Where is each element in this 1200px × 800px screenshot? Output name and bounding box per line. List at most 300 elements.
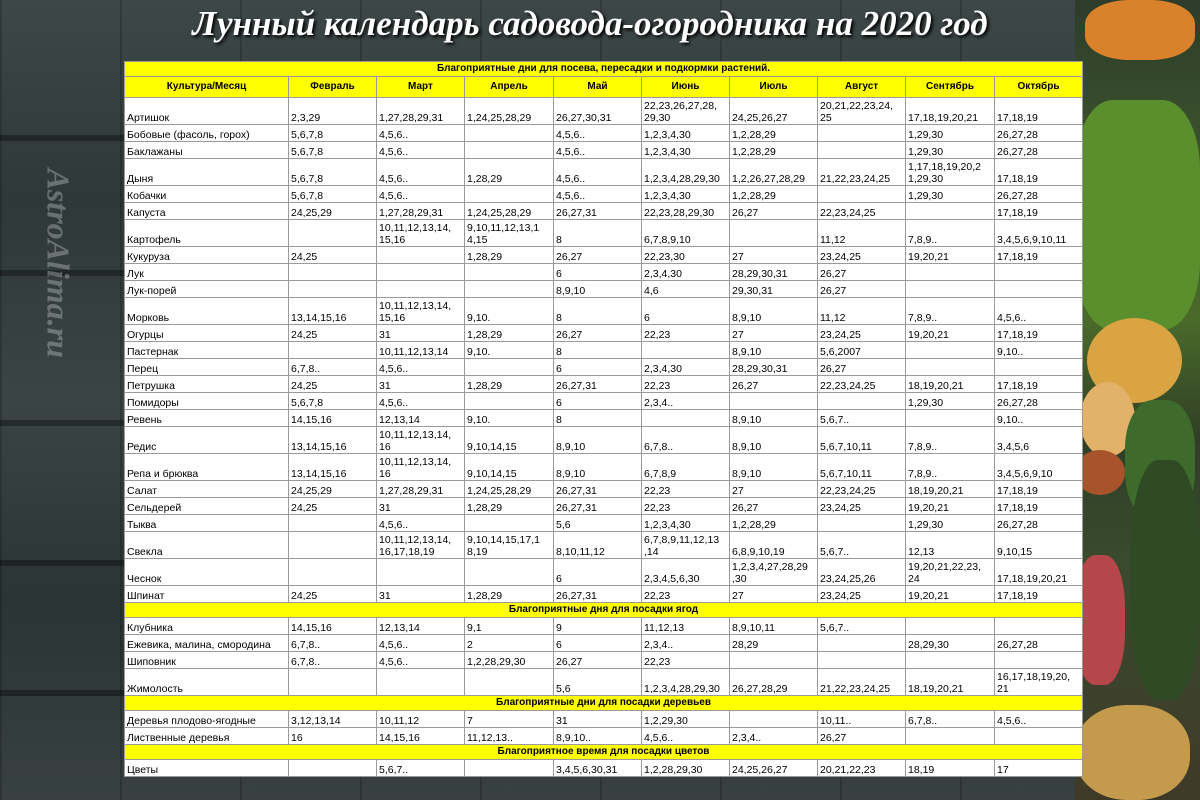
table-cell: 27 (730, 481, 818, 498)
table-cell (730, 652, 818, 669)
table-cell: 5,6,7,10,11 (818, 427, 906, 454)
column-header-month: Март (377, 77, 465, 98)
table-cell: 17,18,19 (995, 376, 1083, 393)
table-cell: 9,10. (465, 298, 554, 325)
table-cell (377, 559, 465, 586)
table-cell: 24,25,29 (289, 203, 377, 220)
crop-name-cell: Клубника (125, 618, 289, 635)
table-row (125, 711, 1083, 728)
table-cell: 8,10,11,12 (554, 532, 642, 559)
table-cell: 13,14,15,16 (289, 454, 377, 481)
table-cell: 6,7,8,9,10 (642, 220, 730, 247)
table-cell (995, 728, 1083, 745)
table-cell: 4,5,6.. (377, 359, 465, 376)
table-cell: 31 (377, 376, 465, 393)
table-cell: 2,3,4,30 (642, 264, 730, 281)
table-cell: 1,27,28,29,31 (377, 481, 465, 498)
table-cell: 2 (465, 635, 554, 652)
table-row (125, 618, 1083, 635)
table-cell: 10,11,12,13,14, 16 (377, 454, 465, 481)
table-cell: 12,13,14 (377, 410, 465, 427)
table-cell: 6 (554, 264, 642, 281)
table-cell (377, 247, 465, 264)
table-cell (995, 618, 1083, 635)
table-cell: 24,25 (289, 586, 377, 603)
table-cell: 6,7,8.. (906, 711, 995, 728)
table-cell: 10,11.. (818, 711, 906, 728)
table-cell: 9,10,15 (995, 532, 1083, 559)
table-cell: 26,27,31 (554, 203, 642, 220)
table-cell: 28,29,30 (906, 635, 995, 652)
table-cell: 3,4,5,6,9,10,11 (995, 220, 1083, 247)
table-cell: 8 (554, 220, 642, 247)
table-cell: 26,27 (554, 652, 642, 669)
table-cell: 5,6 (554, 669, 642, 696)
crop-name-cell: Петрушка (125, 376, 289, 393)
table-cell: 11,12,13 (642, 618, 730, 635)
crop-name-cell: Цветы (125, 760, 289, 777)
table-cell: 8,9,10.. (554, 728, 642, 745)
table-cell: 12,13 (906, 532, 995, 559)
table-cell (465, 559, 554, 586)
section-heading: Благоприятное время для посадки цветов (125, 745, 1083, 760)
table-cell: 2,3,4.. (730, 728, 818, 745)
table-cell: 1,2,28,29 (730, 186, 818, 203)
table-cell: 2,3,4,5,6,30 (642, 559, 730, 586)
table-cell: 5,6,7.. (818, 410, 906, 427)
table-cell (906, 410, 995, 427)
table-cell: 22,23 (642, 325, 730, 342)
table-cell: 4,5,6.. (554, 159, 642, 186)
table-row (125, 247, 1083, 264)
section-heading: Благоприятные дня для посадки ягод (125, 603, 1083, 618)
column-header-row (125, 77, 1083, 98)
table-row (125, 376, 1083, 393)
table-cell: 22,23,28,29,30 (642, 203, 730, 220)
table-cell: 8,9,10 (554, 427, 642, 454)
table-cell: 26,27 (730, 498, 818, 515)
table-cell: 2,3,4,30 (642, 359, 730, 376)
table-cell: 16 (289, 728, 377, 745)
table-cell: 11,12,13.. (465, 728, 554, 745)
table-cell: 2,3,4.. (642, 393, 730, 410)
table-row (125, 264, 1083, 281)
crop-name-cell: Ревень (125, 410, 289, 427)
table-cell: 10,11,12,13,14 (377, 342, 465, 359)
table-cell: 31 (377, 498, 465, 515)
table-cell: 10,11,12,13,14, 16,17,18,19 (377, 532, 465, 559)
table-cell: 11,12 (818, 220, 906, 247)
table-cell: 22,23,24,25 (818, 376, 906, 393)
table-cell: 7 (465, 711, 554, 728)
potato-decoration (1075, 705, 1190, 800)
column-header-month: Август (818, 77, 906, 98)
table-cell: 17,18,19,20,21 (995, 559, 1083, 586)
table-cell (906, 203, 995, 220)
table-cell: 22,23 (642, 498, 730, 515)
table-row (125, 220, 1083, 247)
table-cell: 5,6 (554, 515, 642, 532)
table-cell: 1,24,25,28,29 (465, 98, 554, 125)
table-cell: 6,7,8.. (289, 359, 377, 376)
page-title: Лунный календарь садовода-огородника на 2020 год (192, 4, 988, 43)
table-cell (995, 359, 1083, 376)
table-cell: 6,7,8,9,11,12,13 ,14 (642, 532, 730, 559)
crop-name-cell: Жимолость (125, 669, 289, 696)
table-cell: 26,27 (818, 728, 906, 745)
table-cell: 3,4,5,6,30,31 (554, 760, 642, 777)
section-heading: Благоприятные дни для посадки деревьев (125, 696, 1083, 711)
table-cell: 28,29,30,31 (730, 359, 818, 376)
table-cell (730, 393, 818, 410)
table-cell: 4,5,6.. (377, 159, 465, 186)
table-cell: 8,9,10 (730, 342, 818, 359)
table-cell: 2,3,4.. (642, 635, 730, 652)
table-cell: 8,9,10 (554, 454, 642, 481)
table-cell: 10,11,12,13,14, 15,16 (377, 220, 465, 247)
table-cell: 6 (642, 298, 730, 325)
table-cell: 1,29,30 (906, 142, 995, 159)
table-cell: 8,9,10 (730, 410, 818, 427)
table-cell (289, 264, 377, 281)
table-cell (289, 669, 377, 696)
table-cell: 8,9,10,11 (730, 618, 818, 635)
table-cell: 26,27 (554, 325, 642, 342)
table-cell: 26,27,28 (995, 515, 1083, 532)
table-cell: 27 (730, 586, 818, 603)
table-cell: 5,6,7.. (818, 618, 906, 635)
table-cell: 1,28,29 (465, 159, 554, 186)
table-cell (465, 281, 554, 298)
table-cell: 22,23,24,25 (818, 481, 906, 498)
table-cell: 5,6,7,8 (289, 125, 377, 142)
table-row (125, 142, 1083, 159)
table-cell: 26,27 (818, 264, 906, 281)
table-cell: 1,2,3,4,30 (642, 142, 730, 159)
table-cell: 24,25,26,27 (730, 760, 818, 777)
table-cell: 26,27,28 (995, 186, 1083, 203)
table-cell: 19,20,21,22,23, 24 (906, 559, 995, 586)
crop-name-cell: Пастернак (125, 342, 289, 359)
table-cell: 6 (554, 559, 642, 586)
table-cell: 4,5,6.. (554, 186, 642, 203)
table-row (125, 586, 1083, 603)
table-cell: 1,2,26,27,28,29 (730, 159, 818, 186)
table-cell: 4,5,6.. (995, 298, 1083, 325)
table-cell: 17,18,19 (995, 325, 1083, 342)
table-cell: 19,20,21 (906, 498, 995, 515)
table-cell: 6 (554, 635, 642, 652)
table-row (125, 427, 1083, 454)
wood-plank-line (0, 135, 125, 141)
table-cell: 4,5,6.. (377, 515, 465, 532)
crop-name-cell: Репа и брюква (125, 454, 289, 481)
section-heading-row (125, 745, 1083, 760)
table-cell: 1,27,28,29,31 (377, 98, 465, 125)
table-cell: 22,23 (642, 586, 730, 603)
table-cell: 5,6,7.. (818, 532, 906, 559)
table-row (125, 393, 1083, 410)
wood-plank-line (0, 690, 125, 696)
table-cell: 17,18,19,20,21 (906, 98, 995, 125)
table-cell: 8,9,10 (730, 454, 818, 481)
table-cell (906, 618, 995, 635)
table-cell: 24,25,29 (289, 481, 377, 498)
table-cell: 26,27 (554, 247, 642, 264)
table-cell: 6,7,8.. (289, 652, 377, 669)
table-cell: 7,8,9.. (906, 220, 995, 247)
table-cell: 7,8,9.. (906, 454, 995, 481)
table-cell: 26,27 (818, 359, 906, 376)
table-cell (377, 264, 465, 281)
table-cell: 29,30,31 (730, 281, 818, 298)
table-cell: 4,5,6.. (377, 186, 465, 203)
table-cell (818, 393, 906, 410)
table-cell: 9,10,14,15 (465, 427, 554, 454)
table-cell: 1,29,30 (906, 515, 995, 532)
table-cell: 14,15,16 (377, 728, 465, 745)
table-cell: 1,28,29 (465, 247, 554, 264)
section-heading-row (125, 696, 1083, 711)
table-cell: 26,27,28,29 (730, 669, 818, 696)
table-cell (465, 393, 554, 410)
table-row (125, 125, 1083, 142)
crop-name-cell: Перец (125, 359, 289, 376)
table-cell: 26,27 (730, 203, 818, 220)
table-row (125, 728, 1083, 745)
table-row (125, 298, 1083, 325)
crop-name-cell: Огурцы (125, 325, 289, 342)
table-row (125, 481, 1083, 498)
table-cell: 4,6 (642, 281, 730, 298)
table-cell: 4,5,6.. (377, 635, 465, 652)
table-cell: 4,5,6.. (377, 125, 465, 142)
table-cell: 17,18,19 (995, 98, 1083, 125)
table-cell: 28,29 (730, 635, 818, 652)
table-cell: 24,25 (289, 325, 377, 342)
table-cell: 1,29,30 (906, 186, 995, 203)
table-cell: 1,2,29,30 (642, 711, 730, 728)
table-cell: 26,27 (818, 281, 906, 298)
main-heading: Благоприятные дни для посева, пересадки и подкормки растений. (125, 62, 1083, 77)
table-cell: 5,6,7,8 (289, 142, 377, 159)
table-cell: 21,22,23,24,25 (818, 159, 906, 186)
table-cell: 1,29,30 (906, 125, 995, 142)
crop-name-cell: Шиповник (125, 652, 289, 669)
table-cell: 19,20,21 (906, 247, 995, 264)
zucchini-decoration (1130, 460, 1200, 700)
table-cell: 5,6,7,8 (289, 159, 377, 186)
table-cell: 5,6,7,10,11 (818, 454, 906, 481)
table-cell: 8,9,10 (730, 427, 818, 454)
table-cell: 26,27,31 (554, 586, 642, 603)
vegetables-background (1075, 0, 1200, 800)
table-cell: 6 (554, 393, 642, 410)
table-cell: 8,9,10 (730, 298, 818, 325)
crop-name-cell: Картофель (125, 220, 289, 247)
table-cell (289, 515, 377, 532)
table-cell: 5,6,7,8 (289, 393, 377, 410)
table-cell: 26,27 (730, 376, 818, 393)
table-cell (289, 281, 377, 298)
table-cell (995, 264, 1083, 281)
table-cell: 20,21,22,23 (818, 760, 906, 777)
table-cell (818, 635, 906, 652)
table-cell: 6 (554, 359, 642, 376)
table-cell: 9,10,11,12,13,1 4,15 (465, 220, 554, 247)
table-cell: 7,8,9.. (906, 427, 995, 454)
table-cell: 9,10,14,15 (465, 454, 554, 481)
table-cell: 18,19 (906, 760, 995, 777)
table-cell: 8 (554, 342, 642, 359)
table-row (125, 98, 1083, 125)
crop-name-cell: Сельдерей (125, 498, 289, 515)
wood-plank-line (0, 560, 125, 566)
table-cell (730, 220, 818, 247)
table-cell: 1,2,28,29 (730, 125, 818, 142)
column-header-month: Февраль (289, 77, 377, 98)
table-cell: 18,19,20,21 (906, 669, 995, 696)
crop-name-cell: Ежевика, малина, смородина (125, 635, 289, 652)
table-cell: 14,15,16 (289, 410, 377, 427)
table-row (125, 410, 1083, 427)
table-cell: 1,2,28,29,30 (642, 760, 730, 777)
table-cell: 23,24,25,26 (818, 559, 906, 586)
table-cell: 22,23,24,25 (818, 203, 906, 220)
table-cell: 17,18,19 (995, 586, 1083, 603)
table-cell (465, 515, 554, 532)
table-cell: 3,4,5,6,9,10 (995, 454, 1083, 481)
table-cell: 27 (730, 247, 818, 264)
table-row (125, 159, 1083, 186)
column-header-month: Май (554, 77, 642, 98)
table-cell: 2,3,29 (289, 98, 377, 125)
table-cell: 9,10.. (995, 342, 1083, 359)
table-cell: 13,14,15,16 (289, 298, 377, 325)
table-cell: 28,29,30,31 (730, 264, 818, 281)
crop-name-cell: Тыква (125, 515, 289, 532)
table-cell: 31 (377, 325, 465, 342)
table-cell: 6,7,8.. (642, 427, 730, 454)
table-cell: 16,17,18,19,20, 21 (995, 669, 1083, 696)
table-cell: 26,27,31 (554, 498, 642, 515)
crop-name-cell: Свекла (125, 532, 289, 559)
crop-name-cell: Артишок (125, 98, 289, 125)
greens-decoration (1075, 100, 1200, 330)
table-cell: 5,6,7,8 (289, 186, 377, 203)
crop-name-cell: Бобовые (фасоль, горох) (125, 125, 289, 142)
table-row (125, 281, 1083, 298)
table-cell: 4,5,6.. (377, 652, 465, 669)
table-row (125, 559, 1083, 586)
crop-name-cell: Салат (125, 481, 289, 498)
table-cell: 9 (554, 618, 642, 635)
crop-name-cell: Дыня (125, 159, 289, 186)
table-row (125, 669, 1083, 696)
table-cell (465, 760, 554, 777)
table-cell: 1,24,25,28,29 (465, 203, 554, 220)
table-cell: 19,20,21 (906, 325, 995, 342)
table-cell: 1,28,29 (465, 586, 554, 603)
table-cell: 4,5,6.. (642, 728, 730, 745)
table-cell (906, 728, 995, 745)
table-cell (906, 359, 995, 376)
table-cell: 21,22,23,24,25 (818, 669, 906, 696)
table-cell: 8,9,10 (554, 281, 642, 298)
table-cell (818, 652, 906, 669)
table-cell: 23,24,25 (818, 325, 906, 342)
table-cell: 26,27,28 (995, 393, 1083, 410)
table-cell (465, 264, 554, 281)
table-row (125, 652, 1083, 669)
crop-name-cell: Редис (125, 427, 289, 454)
table-cell (289, 220, 377, 247)
lunar-calendar-table (124, 61, 1083, 777)
table-cell: 26,27,28 (995, 635, 1083, 652)
table-row (125, 342, 1083, 359)
table-cell: 1,28,29 (465, 498, 554, 515)
table-cell: 5,6,2007 (818, 342, 906, 359)
table-row (125, 498, 1083, 515)
table-cell (906, 342, 995, 359)
table-row (125, 359, 1083, 376)
table-row (125, 635, 1083, 652)
table-cell (465, 142, 554, 159)
table-cell (465, 125, 554, 142)
table-cell: 1,28,29 (465, 376, 554, 393)
table-cell (289, 760, 377, 777)
table-cell: 22,23,30 (642, 247, 730, 264)
table-cell: 1,2,28,29,30 (465, 652, 554, 669)
table-cell: 1,2,3,4,30 (642, 515, 730, 532)
table-cell (818, 186, 906, 203)
column-header-month: Июль (730, 77, 818, 98)
table-cell: 26,27,31 (554, 481, 642, 498)
table-cell: 22,23 (642, 652, 730, 669)
table-cell: 6,7,8,9 (642, 454, 730, 481)
table-cell: 1,2,28,29 (730, 142, 818, 159)
table-cell: 10,11,12 (377, 711, 465, 728)
table-cell: 31 (377, 586, 465, 603)
table-cell: 26,27,31 (554, 376, 642, 393)
table-row (125, 325, 1083, 342)
table-cell: 10,11,12,13,14, 16 (377, 427, 465, 454)
table-cell: 7,8,9.. (906, 298, 995, 325)
crop-name-cell: Лук (125, 264, 289, 281)
table-cell (289, 342, 377, 359)
crop-name-cell: Деревья плодово-ягодные (125, 711, 289, 728)
crop-name-cell: Кукуруза (125, 247, 289, 264)
table-cell: 13,14,15,16 (289, 427, 377, 454)
table-cell: 22,23 (642, 481, 730, 498)
table-cell: 17,18,19 (995, 159, 1083, 186)
crop-name-cell: Лук-порей (125, 281, 289, 298)
table-cell: 12,13,14 (377, 618, 465, 635)
table-cell: 18,19,20,21 (906, 376, 995, 393)
table-row (125, 515, 1083, 532)
crop-name-cell: Баклажаны (125, 142, 289, 159)
table-cell: 5,6,7.. (377, 760, 465, 777)
table-cell: 24,25 (289, 498, 377, 515)
table-cell: 17,18,19 (995, 481, 1083, 498)
table-cell: 17 (995, 760, 1083, 777)
main-heading-row (125, 62, 1083, 77)
table-row (125, 203, 1083, 220)
table-cell (818, 142, 906, 159)
table-cell (642, 342, 730, 359)
table-cell: 4,5,6.. (995, 711, 1083, 728)
table-cell: 8 (554, 410, 642, 427)
